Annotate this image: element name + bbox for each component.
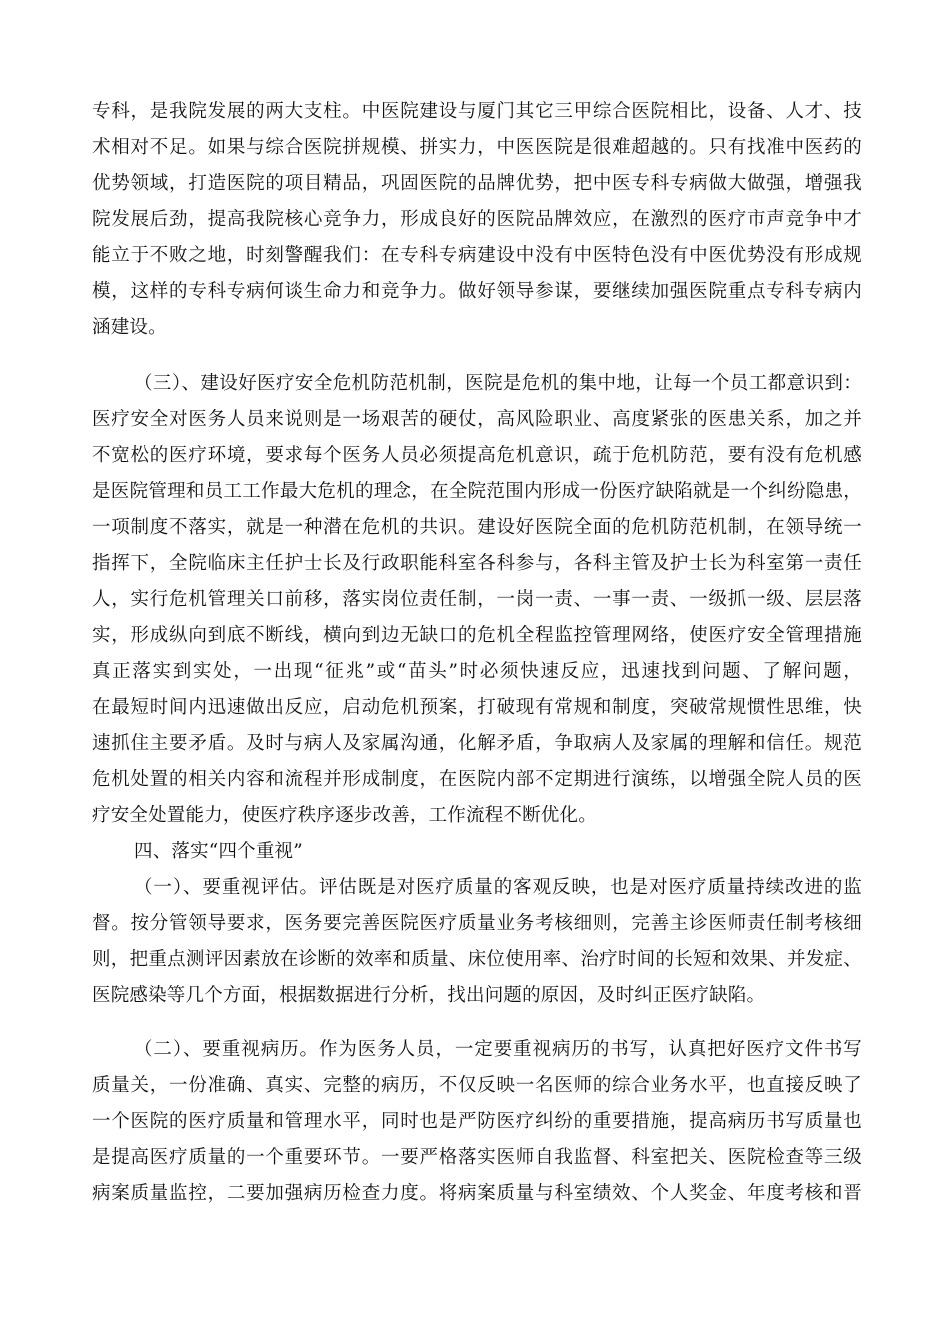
text-line: 涵建设。 [92, 317, 167, 338]
text-line: 危机处置的相关内容和流程并形成制度，在医院内部不定期进行演练，以增强全院人员的医 [92, 769, 862, 790]
text-line: 医院感染等几个方面，根据数据进行分析，找出问题的原因，及时纠正医疗缺陷。 [92, 985, 766, 1006]
text-line: 是提高医疗质量的一个重要环节。一要严格落实医师自我监督、科室把关、医院检查等三级 [92, 1147, 862, 1168]
text-line: （三）、建设好医疗安全危机防范机制，医院是危机的集中地，让每一个员工都意识到： [134, 373, 862, 394]
text-line: 在最短时间内迅速做出反应，启动危机预案，打破现有常规和制度，突破常规惯性思维，快 [92, 697, 862, 718]
text-line: 速抓住主要矛盾。及时与病人及家属沟通，化解矛盾，争取病人及家属的理解和信任。规范 [92, 733, 862, 754]
text-line: 不宽松的医疗环境，要求每个医务人员必须提高危机意识，疏于危机防范，要有没有危机感 [92, 445, 862, 466]
text-line: 专科，是我院发展的两大支柱。中医院建设与厦门其它三甲综合医院相比，设备、人才、技 [92, 101, 862, 122]
text-line: 疗安全处置能力，使医疗秩序逐步改善，工作流程不断优化。 [92, 805, 597, 826]
section-heading: 四、落实“四个重视” [134, 841, 303, 862]
text-line: 指挥下，全院临床主任护士长及行政职能科室各科参与，各科主管及护士长为科室第一责任 [92, 553, 862, 574]
text-line: 实，形成纵向到底不断线，横向到边无缺口的危机全程监控管理网络，使医疗安全管理措施 [92, 625, 862, 646]
text-line: 则，把重点测评因素放在诊断的效率和质量、床位使用率、治疗时间的长短和效果、并发症、 [92, 949, 862, 970]
text-line: 术相对不足。如果与综合医院拼规模、拼实力，中医医院是很难超越的。只有找准中医药的 [92, 137, 862, 158]
text-line: 优势领域，打造医院的项目精品，巩固医院的品牌优势，把中医专科专病做大做强，增强我 [92, 173, 862, 194]
text-line: 能立于不败之地，时刻警醒我们：在专科专病建设中没有中医特色没有中医优势没有形成规 [92, 245, 862, 266]
text-line: 院发展后劲，提高我院核心竞争力，形成良好的医院品牌效应，在激烈的医疗市声竞争中才 [92, 209, 862, 230]
text-line: 是医院管理和员工工作最大危机的理念，在全院范围内形成一份医疗缺陷就是一个纠纷隐患， [92, 481, 862, 502]
text-line: 医疗安全对医务人员来说则是一场艰苦的硬仗，高风险职业、高度紧张的医患关系，加之并 [92, 409, 862, 430]
text-line: 一个医院的医疗质量和管理水平，同时也是严防医疗纠纷的重要措施，提高病历书写质量也 [92, 1111, 862, 1132]
text-line: （二）、要重视病历。作为医务人员，一定要重视病历的书写，认真把好医疗文件书写 [134, 1039, 862, 1060]
text-line: 病案质量监控，二要加强病历检查力度。将病案质量与科室绩效、个人奖金、年度考核和晋 [92, 1183, 862, 1204]
text-line: 督。按分管领导要求，医务要完善医院医疗质量业务考核细则，完善主诊医师责任制考核细 [92, 913, 862, 934]
text-line: （一）、要重视评估。评估既是对医疗质量的客观反映，也是对医疗质量持续改进的监 [134, 877, 862, 898]
text-line: 模，这样的专科专病何谈生命力和竞争力。做好领导参谋，要继续加强医院重点专科专病内 [92, 281, 862, 302]
text-line: 质量关，一份准确、真实、完整的病历，不仅反映一名医师的综合业务水平，也直接反映了 [92, 1075, 862, 1096]
text-line: 人，实行危机管理关口前移，落实岗位责任制，一岗一责、一事一责、一级抓一级、层层落 [92, 589, 862, 610]
text-line: 一项制度不落实，就是一种潜在危机的共识。建设好医院全面的危机防范机制，在领导统一 [92, 517, 862, 538]
text-line: 真正落实到实处，一出现“征兆”或“苗头”时必须快速反应，迅速找到问题、了解问题， [92, 661, 862, 682]
